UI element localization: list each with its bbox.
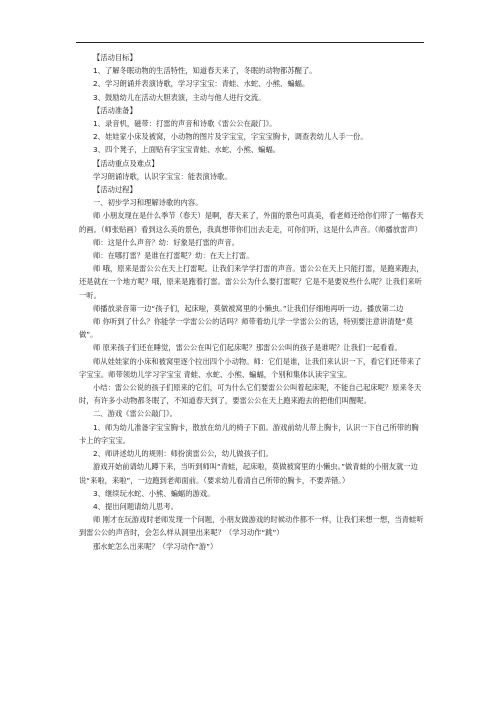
paragraph: 3、继续玩水蛇、小熊、蝙蝠的游戏。 [93,488,215,498]
paragraph: 3、鼓励幼儿在活动大胆表演，主动与他人进行交流。 [93,92,266,102]
paragraph: 【活动目标】 [93,53,137,62]
paragraph: 【活动重点及难点】 [93,158,159,168]
paragraph: 二、游戏《雷公公敲门》。 [93,409,177,419]
paragraph: 小结：雷公公说的孩子们原来的它们，可为什么它们要雷公公叫着起床呢，不能自己起床呢？原来冬天时，有许多小动物都冬眠了，不知道春天到了，要雷公公在天上跑来跑去的把他们叫醒呢。 [79,383,422,406]
paragraph: 师 你听到了什么？你能学一学雷公公的话吗？师带着幼儿学一学雷公公的话，特别要注意讲清楚“莫做”。 [79,317,413,340]
paragraph: 1、了解冬眠动物的生活特性，知道春天来了，冬眠的动物都苏醒了。 [93,66,317,76]
paragraph: 3、四个凳子，上面贴有字宝宝青蛙、水蛇、小熊、蝙蝠。 [93,145,281,155]
paragraph: 师 小朋友现在是什么季节（春天）是啊，春天来了，外面的景色可真美，看老师还给你们带了一幅春天的画。（师张贴画）看到这么美的景色，我真想带你们出去走走，可你们听，这是什么声音。（师播放雷声） [79,211,424,234]
paragraph: 【活动过程】 [93,185,137,195]
paragraph: 师：这是什么声音？幼：好象是打雷的声音。 [93,237,239,247]
paragraph: 1、师为幼儿准备字宝宝胸卡，散放在幼儿的椅子下面。游戏前幼儿带上胸卡，认识一下自己所带的胸卡上的字宝宝。 [79,422,419,445]
document-body [79,51,424,553]
paragraph: 1、录音机，磁带：打雷的声音和诗歌《雷公公在敲门》。 [93,119,277,129]
paragraph: 师 原来孩子们还在睡觉，雷公公在叫它们起床呢？那雷公公叫的孩子是谁呢？让我们一起看看。 [93,343,402,353]
paragraph: 4、提出问题请幼儿思考。 [93,501,178,511]
paragraph: 【活动准备】 [93,105,137,115]
paragraph: 师 刚才在玩游戏时老师发现一个问题，小朋友做游戏的时候动作都不一样，让我们来想一想，当青蛙听到雷公公的声音时，会怎么样从洞里出来呢？（学习动作“跳”） [79,515,424,538]
paragraph: 学习朗诵诗歌，认识字宝宝：能表演诗歌。 [93,171,232,181]
paragraph: 那水蛇怎么出来呢？（学习动作“游”） [93,541,218,551]
paragraph: 师 哦，原来是雷公公在天上打雷呢。让我们来学学打雷的声音。雷公公在天上只能打雷，是跑来跑去，还是就在一个地方呢？哦，原来是跑着打雷。雷公公为什么要打雷呢？它是不是要说些什么呢？让我们来听一听。 [79,264,424,300]
paragraph: 2、师讲述幼儿的规则：师扮演雷公公，幼儿做孩子们。 [93,449,273,459]
paragraph: 2、学习朗诵并表演诗歌，学习字宝宝：青蛙、水蛇、小熊、蝙蝠。 [93,79,310,89]
paragraph: 师播放录音第一边“孩子们，起床啦，莫做被窝里的小懒虫。”让我们仔细地再听一边。播放第二边 [93,303,404,313]
paragraph: 师从娃娃家的小床和被窝里逐个拉出四个小动物。师：它们是谁，让我们来认识一下，看它们还带来了字宝宝。师带领幼儿学习字宝宝 青蛙、水蛇、小熊、蝙蝠，个别和集体认读字宝宝。 [79,356,422,379]
paragraph: 游戏开始前请幼儿蹲下来，当听到师叫“青蛙，起床啦，莫做被窝里的小懒虫。”做青蛙的小朋友就一边说“来啦，来啦”，一边跑到老师面前。（要求幼儿看清自己所带的胸卡，不要弄错。） [79,462,418,485]
paragraph: 一、初步学习和理解诗歌的内容。 [93,198,203,208]
paragraph: 师：在哪打雷？是谁在打雷呢？幼：在天上打雷。 [93,251,254,261]
header-rule [76,42,424,43]
paragraph: 2、娃娃家小床及被窝，小动物的图片及字宝宝，字宝宝胸卡，调查表幼儿人手一份。 [93,132,368,142]
